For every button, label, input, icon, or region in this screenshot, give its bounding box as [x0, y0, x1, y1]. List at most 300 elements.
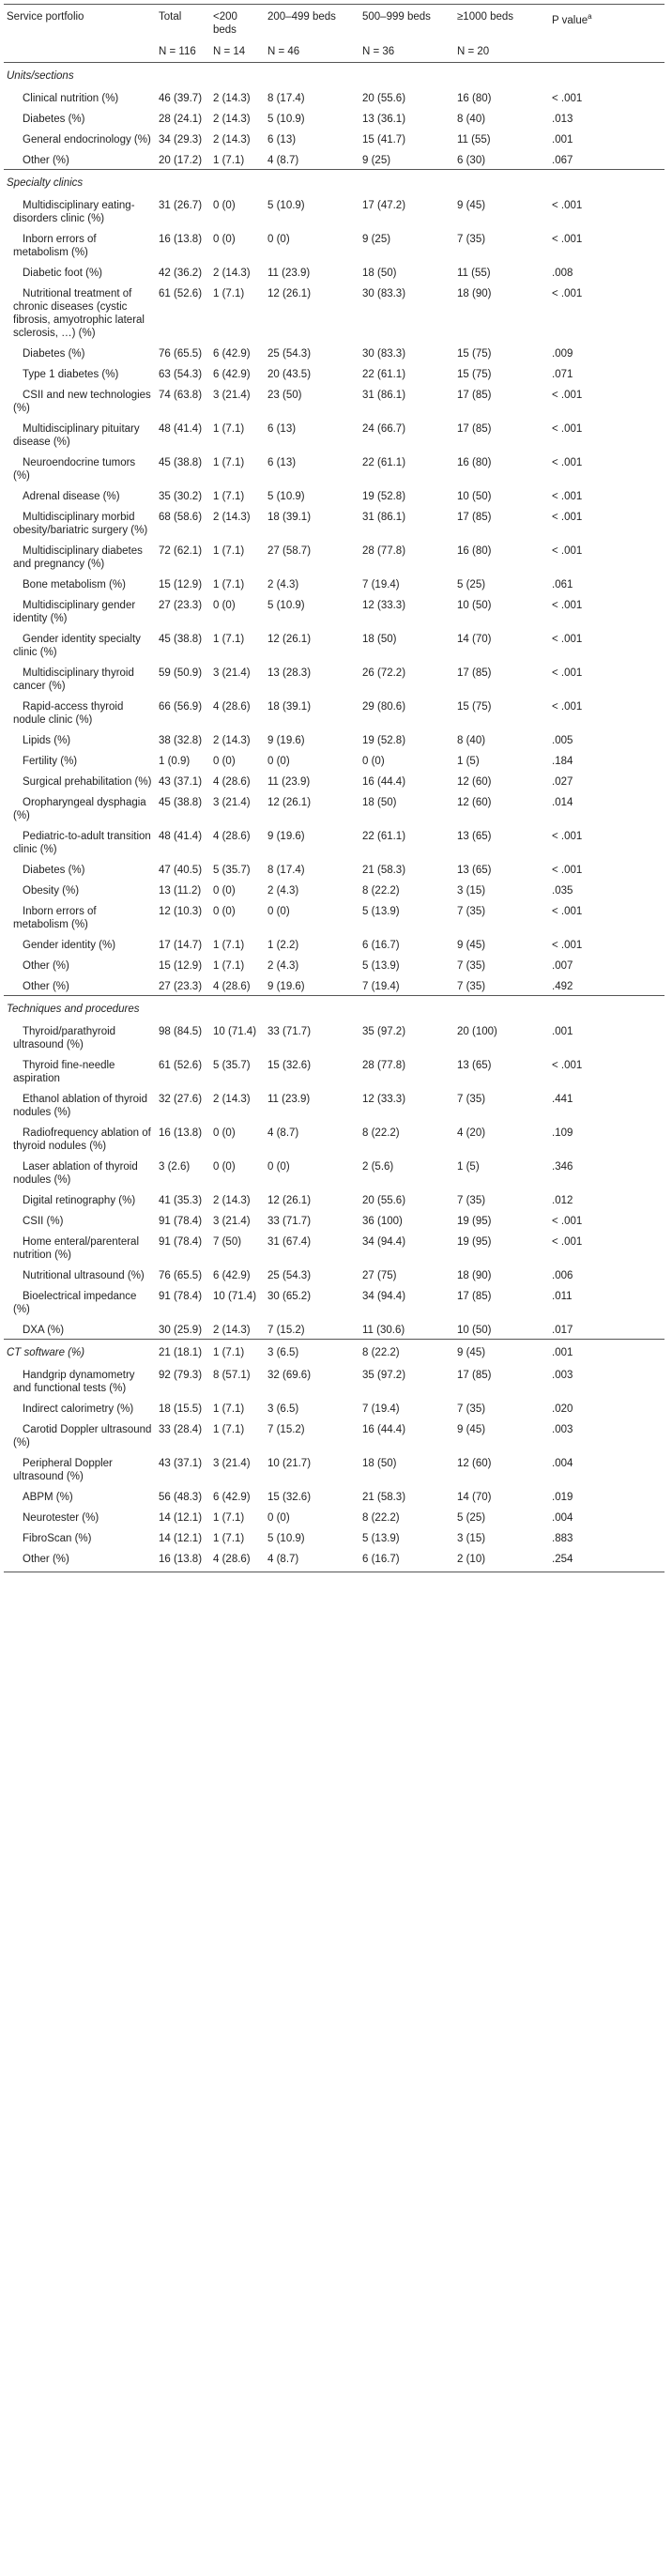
row-label-text: Diabetic foot (%) — [23, 268, 103, 279]
row-label-text: Bioelectrical impedance (%) — [13, 1291, 137, 1315]
table-cell: 9 (45) — [457, 940, 486, 951]
row-label-text: FibroScan (%) — [23, 1533, 92, 1544]
row-label-text: Other (%) — [23, 1554, 69, 1565]
table-body — [4, 63, 664, 1572]
table-cell: 30 (25.9) — [159, 1325, 203, 1336]
table-cell: 31 (86.1) — [362, 512, 406, 523]
table-cell: 3 (21.4) — [213, 1216, 251, 1227]
table-row — [4, 1230, 664, 1264]
column-n-3: N = 46 — [265, 38, 359, 63]
table-row — [4, 1506, 664, 1526]
table-row — [4, 1087, 664, 1121]
table-cell: 4 (8.7) — [267, 1127, 299, 1139]
table-cell: .492 — [552, 981, 573, 992]
table-cell: .067 — [552, 155, 573, 166]
row-label-text: Lipids (%) — [23, 735, 71, 746]
row-label-text: Carotid Doppler ultrasound (%) — [13, 1424, 152, 1449]
table-cell: 11 (55) — [457, 134, 491, 146]
table-cell: < .001 — [552, 701, 583, 713]
table-cell: < .001 — [552, 1216, 583, 1227]
table-cell: 2 (14.3) — [213, 93, 251, 104]
row-label — [4, 1506, 156, 1526]
table-cell: .009 — [552, 348, 573, 360]
table-cell: 0 (0) — [267, 234, 290, 245]
column-n-4: N = 36 — [359, 38, 454, 63]
row-label — [4, 858, 156, 879]
row-label-text: Bone metabolism (%) — [23, 579, 126, 590]
table-row — [4, 1485, 664, 1506]
table-cell: 10 (50) — [457, 1325, 492, 1336]
table-cell: 27 (23.3) — [159, 600, 203, 611]
row-label — [4, 417, 156, 451]
table-row — [4, 933, 664, 954]
table-cell: 13 (11.2) — [159, 885, 202, 897]
table-cell: 10 (50) — [457, 491, 492, 502]
row-label-text: Gender identity specialty clinic (%) — [13, 634, 141, 658]
table-cell: 1 (7.1) — [213, 960, 245, 972]
table-cell: 15 (12.9) — [159, 960, 203, 972]
table-cell: 20 (43.5) — [267, 369, 312, 380]
row-label — [4, 484, 156, 505]
table-cell: 0 (0) — [213, 200, 236, 211]
table-cell: 11 (23.9) — [267, 1094, 311, 1105]
table-cell: 33 (71.7) — [267, 1026, 312, 1037]
row-label — [4, 107, 156, 128]
row-label — [4, 362, 156, 383]
table-cell: 2 (10) — [454, 1547, 549, 1572]
table-cell: 8 (22.2) — [362, 885, 400, 897]
table-cell: 0 (0) — [267, 756, 290, 767]
table-cell: 42 (36.2) — [159, 268, 203, 279]
row-label-text: Inborn errors of metabolism (%) — [13, 234, 97, 258]
table-cell: 34 (94.4) — [362, 1291, 406, 1302]
table-cell: 33 (71.7) — [267, 1216, 312, 1227]
header-row — [4, 5, 664, 38]
table-cell: 2 (14.3) — [213, 134, 251, 146]
table-cell: 8 (17.4) — [267, 865, 305, 876]
row-label-text: Multidisciplinary morbid obesity/bariatric surgery (%) — [13, 512, 148, 536]
row-label — [4, 1451, 156, 1485]
table-cell: 21 (58.3) — [362, 1492, 406, 1503]
row-label-text: Inborn errors of metabolism (%) — [13, 906, 97, 930]
table-cell: 5 (35.7) — [213, 865, 251, 876]
table-row — [4, 1363, 664, 1397]
table-cell: .003 — [552, 1424, 573, 1435]
row-label-text: Other (%) — [23, 960, 69, 972]
table-cell: 7 (19.4) — [362, 1403, 400, 1415]
table-cell: 34 (94.4) — [362, 1236, 406, 1248]
table-row — [4, 282, 664, 342]
table-cell: 30 (65.2) — [267, 1291, 312, 1302]
table-cell: 56 (48.3) — [159, 1492, 203, 1503]
table-cell: 98 (84.5) — [159, 1026, 203, 1037]
row-label-text: Diabetes (%) — [23, 865, 85, 876]
row-label — [4, 695, 156, 728]
table-cell: < .001 — [552, 491, 583, 502]
table-cell: 18 (50) — [362, 797, 397, 808]
table-cell: 15 (75) — [457, 369, 492, 380]
table-cell: 20 (17.2) — [159, 155, 203, 166]
table-cell: 19 (52.8) — [362, 735, 406, 746]
table-row — [4, 86, 664, 107]
table-cell: 3 (2.6) — [159, 1161, 191, 1173]
table-cell: 11 (30.6) — [362, 1325, 405, 1336]
table-cell: 10 (71.4) — [213, 1291, 257, 1302]
table-cell: 2 (14.3) — [213, 1195, 251, 1206]
row-label — [4, 1155, 156, 1188]
table-row — [4, 1284, 664, 1318]
row-label — [4, 661, 156, 695]
table-row — [4, 1397, 664, 1418]
table-cell: 1 (7.1) — [210, 1340, 265, 1364]
table-cell: 1 (2.2) — [267, 940, 299, 951]
row-label — [4, 790, 156, 824]
row-label — [4, 728, 156, 749]
column-n-5: N = 20 — [454, 38, 549, 63]
table-cell: 46 (39.7) — [159, 93, 203, 104]
table-row — [4, 107, 664, 128]
table-cell: 4 (28.6) — [213, 776, 251, 788]
table-cell: 38 (32.8) — [159, 735, 203, 746]
table-cell: 3 (15) — [457, 1533, 486, 1544]
table-cell: 28 (77.8) — [362, 545, 406, 557]
row-label — [4, 261, 156, 282]
table-cell: 5 (10.9) — [267, 200, 305, 211]
table-cell: 6 (13) — [267, 134, 297, 146]
table-cell: 6 (16.7) — [359, 1547, 454, 1572]
table-cell: 7 (35) — [457, 981, 486, 992]
table-cell: 12 (26.1) — [267, 797, 312, 808]
table-cell: 76 (65.5) — [159, 1270, 203, 1281]
table-cell: .012 — [552, 1195, 573, 1206]
table-cell: 20 (55.6) — [362, 93, 406, 104]
table-row — [4, 573, 664, 593]
table-cell: 9 (45) — [457, 200, 486, 211]
row-label — [4, 1264, 156, 1284]
table-cell: 8 (57.1) — [213, 1370, 251, 1381]
table-cell: 13 (65) — [457, 831, 492, 842]
table-cell: 2 (14.3) — [213, 268, 251, 279]
row-label — [4, 539, 156, 573]
table-cell: 74 (63.8) — [159, 390, 203, 401]
table-cell: 16 (13.8) — [156, 1547, 210, 1572]
table-row — [4, 1053, 664, 1087]
table-cell: 3 (21.4) — [213, 797, 251, 808]
section-title: Specialty clinics — [4, 170, 664, 194]
column-header-label: P value — [552, 14, 588, 26]
table-cell: 1 (7.1) — [213, 457, 245, 468]
table-cell: 3 (21.4) — [213, 1458, 251, 1469]
table-cell: 18 (50) — [362, 268, 397, 279]
row-label — [4, 128, 156, 148]
table-cell: .184 — [552, 756, 573, 767]
row-label — [4, 1121, 156, 1155]
table-cell: 5 (25) — [457, 579, 486, 590]
table-cell: 15 (75) — [457, 701, 492, 713]
table-cell: 43 (37.1) — [159, 1458, 203, 1469]
section-title: Techniques and procedures — [4, 996, 664, 1020]
row-label — [4, 573, 156, 593]
table-cell: < .001 — [552, 288, 583, 299]
row-label — [4, 627, 156, 661]
table-cell: 12 (60) — [457, 776, 492, 788]
column-header-label: 500–999 beds — [362, 11, 431, 23]
table-cell: 30 (83.3) — [362, 348, 406, 360]
table-cell: 17 (85) — [457, 512, 492, 523]
row-label — [4, 227, 156, 261]
table-row — [4, 505, 664, 539]
table-cell: 1 (7.1) — [213, 491, 245, 502]
table-row — [4, 193, 664, 227]
table-cell: .035 — [552, 885, 573, 897]
row-label — [4, 383, 156, 417]
table-cell: 43 (37.1) — [159, 776, 203, 788]
table-cell: 2 (14.3) — [213, 735, 251, 746]
row-label — [4, 342, 156, 362]
row-label-text: Thyroid/parathyroid ultrasound (%) — [13, 1026, 116, 1050]
table-cell: 25 (54.3) — [267, 1270, 312, 1281]
table-cell: 0 (0) — [213, 906, 236, 917]
table-cell: 45 (38.8) — [159, 634, 203, 645]
table-cell: 3 (21.4) — [213, 667, 251, 679]
table-row — [4, 1209, 664, 1230]
table-cell: 18 (50) — [362, 1458, 397, 1469]
row-label-text: Adrenal disease (%) — [23, 491, 120, 502]
table-cell: < .001 — [552, 423, 583, 435]
section-title: Units/sections — [7, 70, 74, 82]
table-cell: 19 (52.8) — [362, 491, 406, 502]
table-row — [4, 974, 664, 996]
table-cell: 66 (56.9) — [159, 701, 203, 713]
column-header-label: Total — [159, 11, 182, 23]
table-cell: 17 (85) — [457, 667, 492, 679]
row-label — [4, 1363, 156, 1397]
table-cell: 16 (13.8) — [159, 234, 203, 245]
row-label — [4, 879, 156, 899]
row-label — [4, 1318, 156, 1340]
table-cell: 0 (0) — [267, 1161, 290, 1173]
table-cell: 21 (58.3) — [362, 865, 406, 876]
table-row — [4, 627, 664, 661]
table-cell: 5 (13.9) — [362, 960, 400, 972]
table-cell: 17 (85) — [457, 390, 492, 401]
table-cell: 1 (7.1) — [213, 1424, 245, 1435]
table-row — [4, 593, 664, 627]
row-label-text: CSII and new technologies (%) — [13, 390, 151, 414]
table-cell: 33 (28.4) — [159, 1424, 203, 1435]
table-cell: 10 (50) — [457, 600, 492, 611]
table-cell: 16 (13.8) — [159, 1127, 203, 1139]
table-cell: 5 (13.9) — [362, 906, 400, 917]
row-label-text: Multidisciplinary thyroid cancer (%) — [13, 667, 134, 692]
table-cell: 5 (10.9) — [267, 114, 305, 125]
table-row — [4, 342, 664, 362]
row-label-text: DXA (%) — [23, 1325, 65, 1336]
table-cell: .008 — [552, 268, 573, 279]
row-label — [4, 86, 156, 107]
table-cell: 13 (65) — [457, 1060, 492, 1071]
table-cell: 0 (0) — [267, 1512, 290, 1524]
section-header-row — [4, 170, 664, 194]
table-cell: .001 — [552, 134, 573, 146]
table-cell: 35 (97.2) — [362, 1026, 406, 1037]
table-cell: 6 (42.9) — [213, 1270, 251, 1281]
table-row — [4, 749, 664, 770]
table-cell: 1 (7.1) — [213, 579, 245, 590]
table-cell: 22 (61.1) — [362, 831, 406, 842]
table-container — [4, 4, 668, 1572]
row-label — [4, 1526, 156, 1547]
column-header-label: 200–499 beds — [267, 11, 336, 23]
table-cell: 13 (36.1) — [362, 114, 406, 125]
table-cell: .001 — [549, 1340, 664, 1364]
table-cell: 91 (78.4) — [159, 1291, 203, 1302]
table-cell: 28 (77.8) — [362, 1060, 406, 1071]
table-cell: 1 (7.1) — [213, 1403, 245, 1415]
column-header-4 — [359, 5, 454, 38]
table-cell: .013 — [552, 114, 573, 125]
table-cell: 12 (10.3) — [159, 906, 203, 917]
table-cell: .007 — [552, 960, 573, 972]
table-row — [4, 1418, 664, 1451]
table-cell: 18 (39.1) — [267, 512, 312, 523]
table-cell: 26 (72.2) — [362, 667, 406, 679]
table-cell: 6 (42.9) — [213, 369, 251, 380]
row-label — [4, 193, 156, 227]
table-cell: 1 (5) — [457, 756, 480, 767]
table-row — [4, 824, 664, 858]
table-cell: 18 (50) — [362, 634, 397, 645]
table-cell: .346 — [552, 1161, 573, 1173]
table-cell: .071 — [552, 369, 573, 380]
table-cell: 9 (45) — [457, 1424, 486, 1435]
table-row — [4, 1318, 664, 1340]
table-cell: 45 (38.8) — [159, 457, 203, 468]
table-cell: 15 (32.6) — [267, 1060, 312, 1071]
row-label — [4, 899, 156, 933]
table-cell: 34 (29.3) — [159, 134, 203, 146]
table-cell: 17 (85) — [457, 1291, 492, 1302]
column-header-5 — [454, 5, 549, 38]
table-cell: 16 (44.4) — [362, 776, 406, 788]
table-cell: 3 (6.5) — [265, 1340, 359, 1364]
table-cell: 14 (12.1) — [159, 1512, 203, 1524]
row-label-text: Nutritional ultrasound (%) — [23, 1270, 145, 1281]
table-cell: 3 (6.5) — [267, 1403, 299, 1415]
table-cell: 1 (7.1) — [213, 940, 245, 951]
table-cell: < .001 — [552, 600, 583, 611]
row-label-text: Home enteral/parenteral nutrition (%) — [13, 1236, 140, 1261]
row-label-text: Other (%) — [23, 155, 69, 166]
table-row — [4, 954, 664, 974]
table-cell: 4 (28.6) — [213, 981, 251, 992]
column-header-6 — [549, 5, 664, 38]
row-label — [4, 749, 156, 770]
row-label-text: Handgrip dynamometry and functional tests (%) — [13, 1370, 135, 1394]
table-cell: 12 (33.3) — [362, 1094, 406, 1105]
table-cell: 15 (32.6) — [267, 1492, 312, 1503]
table-cell: 2 (14.3) — [213, 512, 251, 523]
row-label — [4, 1485, 156, 1506]
table-cell: 9 (45) — [454, 1340, 549, 1364]
row-label-text: Neurotester (%) — [23, 1512, 99, 1524]
table-cell: 76 (65.5) — [159, 348, 203, 360]
table-cell: .441 — [552, 1094, 573, 1105]
table-cell: .004 — [552, 1512, 573, 1524]
row-label-text: Nutritional treatment of chronic diseases (cystic fibrosis, amyotrophic lateral sclerosis, …) (%) — [13, 288, 145, 339]
table-cell: 5 (10.9) — [267, 600, 305, 611]
table-cell: 4 (28.6) — [213, 701, 251, 713]
table-cell: 7 (35) — [457, 906, 486, 917]
table-cell: < .001 — [552, 512, 583, 523]
table-cell: .005 — [552, 735, 573, 746]
table-cell: 12 (60) — [457, 797, 492, 808]
table-cell: 11 (55) — [457, 268, 491, 279]
table-cell: 16 (80) — [457, 457, 492, 468]
table-cell: < .001 — [552, 390, 583, 401]
table-cell: 2 (4.3) — [267, 579, 299, 590]
row-label-text: Multidisciplinary pituitary disease (%) — [13, 423, 140, 448]
table-cell: 91 (78.4) — [159, 1236, 203, 1248]
table-cell: 11 (23.9) — [267, 776, 311, 788]
table-cell: 2 (14.3) — [213, 1325, 251, 1336]
table-row — [4, 1020, 664, 1053]
table-cell: .883 — [552, 1533, 573, 1544]
table-cell: .027 — [552, 776, 573, 788]
table-row — [4, 417, 664, 451]
table-cell: .004 — [552, 1458, 573, 1469]
table-cell: 13 (65) — [457, 865, 492, 876]
table-cell: 15 (41.7) — [362, 134, 406, 146]
section-title: CT software (%) — [4, 1340, 156, 1364]
table-cell: 7 (35) — [457, 960, 486, 972]
table-cell: .006 — [552, 1270, 573, 1281]
row-label-text: Multidisciplinary gender identity (%) — [13, 600, 136, 624]
row-label-text: Type 1 diabetes (%) — [23, 369, 119, 380]
table-cell: < .001 — [552, 831, 583, 842]
table-cell: 7 (35) — [457, 234, 486, 245]
row-label — [4, 974, 156, 996]
table-row — [4, 1155, 664, 1188]
table-cell: 7 (35) — [457, 1403, 486, 1415]
table-cell: 10 (71.4) — [213, 1026, 257, 1037]
table-cell: 1 (7.1) — [213, 634, 245, 645]
row-label-text: Other (%) — [23, 981, 69, 992]
table-row — [4, 899, 664, 933]
table-cell: 15 (12.9) — [159, 579, 203, 590]
table-cell: 4 (8.7) — [265, 1547, 359, 1572]
table-cell: 8 (17.4) — [267, 93, 305, 104]
row-label-text: Multidisciplinary eating-disorders clinic (%) — [13, 200, 135, 224]
row-label — [4, 282, 156, 342]
column-n-2: N = 14 — [210, 38, 265, 63]
table-cell: 0 (0) — [213, 1161, 236, 1173]
table-cell: 32 (27.6) — [159, 1094, 203, 1105]
row-label-text: Diabetes (%) — [23, 114, 85, 125]
service-portfolio-table — [4, 4, 664, 1572]
table-row — [4, 1547, 664, 1572]
table-cell: 91 (78.4) — [159, 1216, 203, 1227]
table-cell: 22 (61.1) — [362, 457, 406, 468]
row-label-text: Digital retinography (%) — [23, 1195, 136, 1206]
table-cell: 1 (7.1) — [213, 288, 245, 299]
table-cell: 0 (0) — [213, 600, 236, 611]
row-label — [4, 1087, 156, 1121]
table-row — [4, 1264, 664, 1284]
column-header-3 — [265, 5, 359, 38]
table-cell: < .001 — [552, 234, 583, 245]
table-cell: 31 (86.1) — [362, 390, 406, 401]
